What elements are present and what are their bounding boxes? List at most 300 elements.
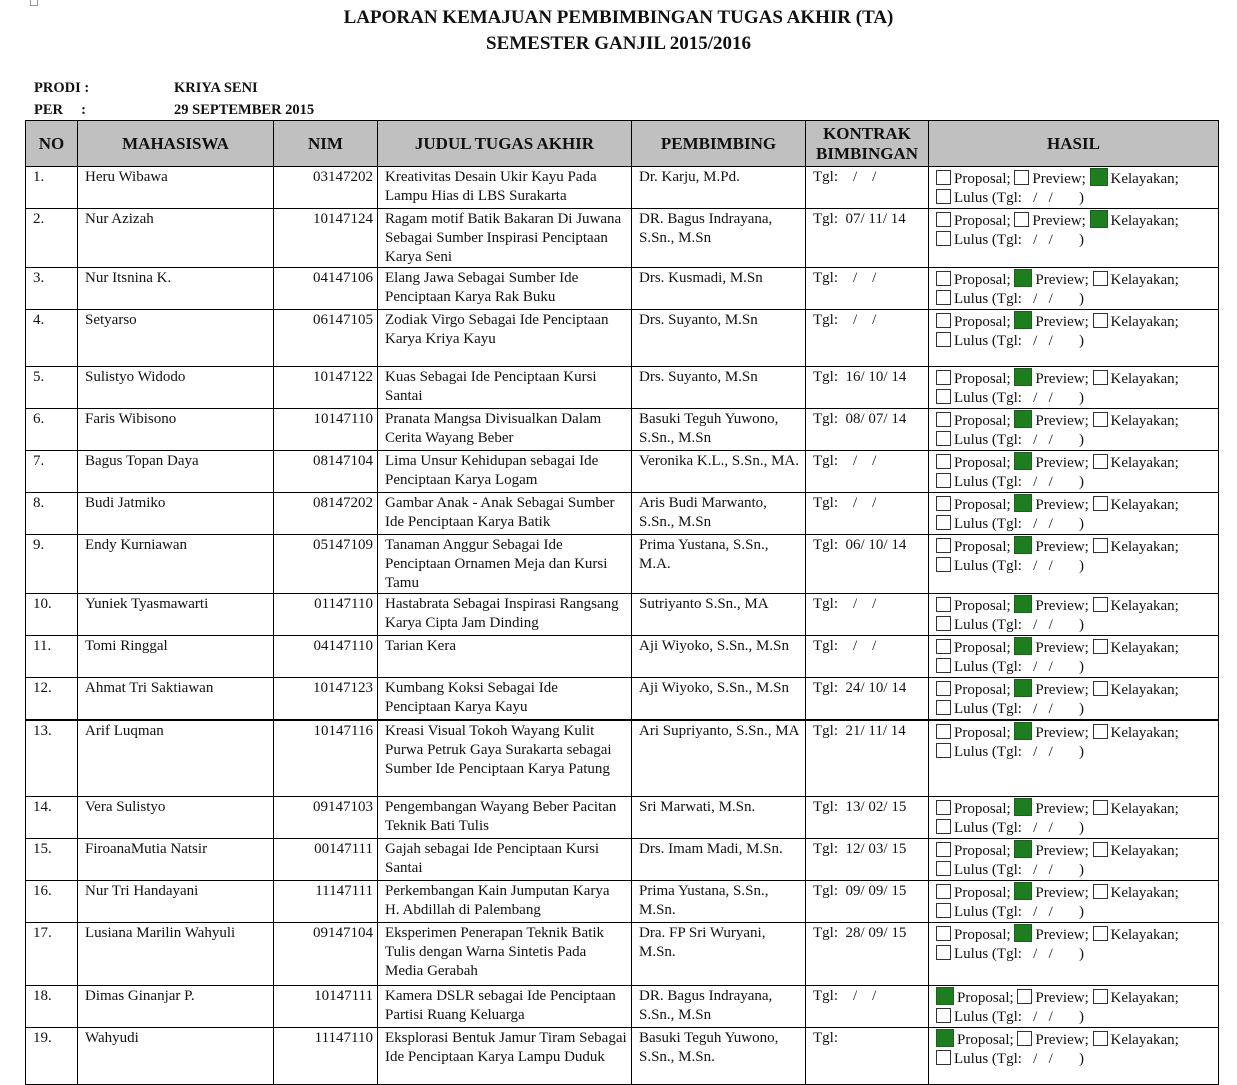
row-kontrak: Tgl: 21/ 11/ 14 [806, 720, 929, 796]
row-no: 17. [26, 922, 78, 985]
row-nim: 04147110 [274, 636, 378, 678]
kelayakan-label: Kelayakan; [1110, 413, 1179, 429]
proposal-label: Proposal; [954, 539, 1011, 555]
preview-checkbox[interactable] [1014, 212, 1029, 227]
proposal-checkbox[interactable] [936, 926, 951, 941]
kelayakan-checkbox[interactable] [1093, 681, 1108, 696]
row-kontrak: Tgl: 13/ 02/ 15 [806, 796, 929, 838]
proposal-label: Proposal; [954, 213, 1011, 229]
hasil-lulus [936, 557, 1214, 576]
lulus-label: Lulus (Tgl: / / ) [954, 744, 1084, 760]
lulus-checkbox[interactable] [936, 332, 951, 347]
row-judul: Kamera DSLR sebagai Ide Penciptaan Partisi Ruang Keluarga [378, 985, 632, 1027]
hasil-checks [936, 1029, 1214, 1050]
kelayakan-label: Kelayakan; [1110, 314, 1179, 330]
row-kontrak: Tgl: 28/ 09/ 15 [806, 922, 929, 985]
preview-label: Preview; [1035, 884, 1089, 901]
row-hasil [929, 1027, 1219, 1084]
preview-checkbox[interactable] [1014, 882, 1032, 900]
row-kontrak: Tgl: / / [806, 451, 929, 493]
lulus-label: Lulus (Tgl: / / ) [954, 945, 1084, 962]
hasil-checks [936, 452, 1214, 473]
hasil-lulus [936, 290, 1214, 309]
lulus-checkbox[interactable] [936, 290, 951, 305]
preview-checkbox[interactable] [1014, 679, 1032, 697]
row-kontrak: Tgl: / / [806, 493, 929, 535]
kelayakan-checkbox[interactable] [1093, 724, 1108, 739]
row-hasil [929, 796, 1219, 838]
hasil-checks [936, 595, 1214, 616]
row-nim: 03147202 [274, 167, 378, 209]
lulus-checkbox[interactable] [936, 389, 951, 404]
row-no: 13. [26, 720, 78, 796]
row-judul: Lima Unsur Kehidupan sebagai Ide Penciptaan Karya Logam [378, 451, 632, 493]
hasil-checks [936, 368, 1214, 389]
row-judul: Zodiak Virgo Sebagai Ide Penciptaan Karya Kriya Kayu [378, 310, 632, 367]
lulus-label: Lulus (Tgl: / / ) [954, 701, 1084, 717]
kelayakan-label: Kelayakan; [1110, 640, 1179, 656]
proposal-label: Proposal; [954, 884, 1011, 901]
title-line-2: SEMESTER GANJIL 2015/2016 [486, 33, 751, 54]
row-kontrak: Tgl: / / [806, 167, 929, 209]
lulus-checkbox[interactable] [936, 515, 951, 530]
kelayakan-checkbox[interactable] [1093, 313, 1108, 328]
preview-label: Preview; [1035, 314, 1089, 330]
kelayakan-checkbox[interactable] [1093, 538, 1108, 553]
row-pembimbing: Basuki Teguh Yuwono, S.Sn., M.Sn. [632, 1027, 806, 1084]
hasil-checks [936, 536, 1214, 557]
row-pembimbing: Dr. Karju, M.Pd. [632, 167, 806, 209]
hasil-checks [936, 882, 1214, 903]
preview-checkbox[interactable] [1014, 452, 1032, 470]
row-mahasiswa: FiroanaMutia Natsir [78, 838, 274, 880]
hasil-lulus [936, 231, 1214, 250]
hasil-lulus [936, 389, 1214, 408]
proposal-checkbox[interactable] [936, 538, 951, 553]
table-header-row [26, 121, 1219, 167]
row-hasil [929, 838, 1219, 880]
proposal-label: Proposal; [954, 926, 1011, 943]
row-kontrak: Tgl: 24/ 10/ 14 [806, 678, 929, 721]
row-judul: Ragam motif Batik Bakaran Di Juwana Sebagai Sumber Inspirasi Penciptaan Karya Seni [378, 209, 632, 268]
row-mahasiswa: Budi Jatmiko [78, 493, 274, 535]
lulus-label: Lulus (Tgl: / / ) [954, 819, 1084, 836]
lulus-label: Lulus (Tgl: / / ) [954, 516, 1084, 532]
kelayakan-label: Kelayakan; [1110, 371, 1179, 387]
kelayakan-label: Kelayakan; [1110, 725, 1179, 741]
preview-label: Preview; [1035, 989, 1089, 1006]
row-nim: 10147116 [274, 720, 378, 796]
lulus-checkbox[interactable] [936, 616, 951, 631]
preview-label: Preview; [1035, 682, 1089, 698]
proposal-checkbox[interactable] [936, 987, 954, 1005]
kelayakan-label: Kelayakan; [1110, 213, 1179, 229]
row-no: 14. [26, 796, 78, 838]
kelayakan-label: Kelayakan; [1110, 171, 1179, 187]
proposal-checkbox[interactable] [936, 724, 951, 739]
row-nim: 10147123 [274, 678, 378, 721]
lulus-checkbox[interactable] [936, 743, 951, 758]
row-nim: 06147105 [274, 310, 378, 367]
proposal-label: Proposal; [957, 1031, 1014, 1048]
row-kontrak: Tgl: / / [806, 636, 929, 678]
row-kontrak: Tgl: / / [806, 985, 929, 1027]
row-pembimbing: Aris Budi Marwanto, S.Sn., M.Sn [632, 493, 806, 535]
hasil-checks [936, 924, 1214, 945]
proposal-label: Proposal; [954, 640, 1011, 656]
lulus-checkbox[interactable] [936, 700, 951, 715]
row-judul: Eksplorasi Bentuk Jamur Tiram Sebagai Ide Penciptaan Karya Lampu Duduk [378, 1027, 632, 1084]
table-row [26, 209, 1219, 268]
row-kontrak: Tgl: 12/ 03/ 15 [806, 838, 929, 880]
row-no: 9. [26, 535, 78, 594]
kelayakan-checkbox[interactable] [1090, 168, 1108, 186]
proposal-label: Proposal; [954, 682, 1011, 698]
row-hasil [929, 167, 1219, 209]
preview-checkbox[interactable] [1014, 595, 1032, 613]
row-mahasiswa: Arif Luqman [78, 720, 274, 796]
table-row [26, 636, 1219, 678]
row-pembimbing: Sutriyanto S.Sn., MA [632, 594, 806, 636]
row-hasil [929, 451, 1219, 493]
row-judul: Tanaman Anggur Sebagai Ide Penciptaan Ornamen Meja dan Kursi Tamu [378, 535, 632, 594]
table-row [26, 310, 1219, 367]
row-mahasiswa: Yuniek Tyasmawarti [78, 594, 274, 636]
row-mahasiswa: Nur Azizah [78, 209, 274, 268]
table-row [26, 167, 1219, 209]
row-kontrak: Tgl: / / [806, 310, 929, 367]
table-row [26, 1027, 1219, 1084]
row-no: 18. [26, 985, 78, 1027]
row-pembimbing: Dra. FP Sri Wuryani, M.Sn. [632, 922, 806, 985]
proposal-checkbox[interactable] [936, 212, 951, 227]
kelayakan-label: Kelayakan; [1110, 455, 1179, 471]
row-no: 11. [26, 636, 78, 678]
kelayakan-label: Kelayakan; [1110, 598, 1179, 614]
row-pembimbing: Ari Supriyanto, S.Sn., MA [632, 720, 806, 796]
preview-label: Preview; [1035, 413, 1089, 429]
row-nim: 10147122 [274, 367, 378, 409]
row-pembimbing: Sri Marwati, M.Sn. [632, 796, 806, 838]
prodi-label: PRODI : [34, 80, 90, 96]
table-row [26, 493, 1219, 535]
kelayakan-checkbox[interactable] [1093, 989, 1108, 1004]
proposal-label: Proposal; [954, 800, 1011, 817]
row-no: 3. [26, 268, 78, 310]
row-hasil [929, 678, 1219, 721]
kelayakan-checkbox[interactable] [1093, 842, 1108, 857]
row-judul: Pranata Mangsa Divisualkan Dalam Cerita Wayang Beber [378, 409, 632, 451]
row-hasil [929, 636, 1219, 678]
kelayakan-label: Kelayakan; [1110, 497, 1179, 513]
proposal-checkbox[interactable] [936, 884, 951, 899]
row-kontrak: Tgl: [806, 1027, 929, 1084]
lulus-label: Lulus (Tgl: / / ) [954, 390, 1084, 406]
row-no: 1. [26, 167, 78, 209]
row-hasil [929, 985, 1219, 1027]
header-hasil: HASIL [929, 121, 1219, 167]
row-hasil [929, 310, 1219, 367]
row-no: 4. [26, 310, 78, 367]
row-kontrak: Tgl: / / [806, 268, 929, 310]
hasil-lulus [936, 658, 1214, 677]
lulus-checkbox[interactable] [936, 473, 951, 488]
proposal-checkbox[interactable] [936, 412, 951, 427]
row-judul: Kumbang Koksi Sebagai Ide Penciptaan Karya Kayu [378, 678, 632, 721]
row-pembimbing: Veronika K.L., S.Sn., MA. [632, 451, 806, 493]
row-judul: Pengembangan Wayang Beber Pacitan Teknik Bati Tulis [378, 796, 632, 838]
hasil-lulus [936, 515, 1214, 534]
kelayakan-checkbox[interactable] [1093, 926, 1108, 941]
preview-label: Preview; [1035, 640, 1089, 656]
row-judul: Kreasi Visual Tokoh Wayang Kulit Purwa Petruk Gaya Surakarta sebagai Sumber Ide Penciptaan Karya Patung [378, 720, 632, 796]
report-table [25, 120, 1219, 1085]
preview-checkbox[interactable] [1017, 1031, 1032, 1046]
proposal-label: Proposal; [954, 725, 1011, 741]
title-line-1: LAPORAN KEMAJUAN PEMBIMBINGAN TUGAS AKHIR (TA) [343, 7, 894, 28]
kelayakan-label: Kelayakan; [1110, 989, 1179, 1006]
row-pembimbing: Aji Wiyoko, S.Sn., M.Sn [632, 636, 806, 678]
table-row [26, 720, 1219, 796]
row-pembimbing: Drs. Suyanto, M.Sn [632, 310, 806, 367]
lulus-checkbox[interactable] [936, 1008, 951, 1023]
row-mahasiswa: Heru Wibawa [78, 167, 274, 209]
row-judul: Elang Jawa Sebagai Sumber Ide Penciptaan Karya Rak Buku [378, 268, 632, 310]
kelayakan-checkbox[interactable] [1090, 210, 1108, 228]
report-title [0, 5, 1237, 57]
kelayakan-label: Kelayakan; [1110, 272, 1179, 288]
row-kontrak: Tgl: 08/ 07/ 14 [806, 409, 929, 451]
proposal-checkbox[interactable] [936, 681, 951, 696]
row-pembimbing: Prima Yustana, S.Sn., M.Sn. [632, 880, 806, 922]
header-pembimbing: PEMBIMBING [632, 121, 806, 167]
lulus-label: Lulus (Tgl: / / ) [954, 291, 1084, 307]
row-judul: Eksperimen Penerapan Teknik Batik Tulis dengan Warna Sintetis Pada Media Gerabah [378, 922, 632, 985]
row-pembimbing: DR. Bagus Indrayana, S.Sn., M.Sn [632, 985, 806, 1027]
preview-checkbox[interactable] [1014, 798, 1032, 816]
table-row [26, 922, 1219, 985]
row-judul: Kreativitas Desain Ukir Kayu Pada Lampu Hias di LBS Surakarta [378, 167, 632, 209]
row-nim: 11147110 [274, 1027, 378, 1084]
kelayakan-label: Kelayakan; [1110, 842, 1179, 859]
proposal-label: Proposal; [957, 989, 1014, 1006]
proposal-checkbox[interactable] [936, 271, 951, 286]
proposal-checkbox[interactable] [936, 1029, 954, 1047]
proposal-label: Proposal; [954, 371, 1011, 387]
row-pembimbing: Prima Yustana, S.Sn., M.A. [632, 535, 806, 594]
kelayakan-checkbox[interactable] [1093, 800, 1108, 815]
row-hasil [929, 922, 1219, 985]
lulus-checkbox[interactable] [936, 431, 951, 446]
table-row [26, 880, 1219, 922]
preview-label: Preview; [1035, 926, 1089, 943]
per-label: PER : [34, 102, 86, 118]
proposal-checkbox[interactable] [936, 597, 951, 612]
lulus-checkbox[interactable] [936, 861, 951, 876]
kelayakan-label: Kelayakan; [1110, 682, 1179, 698]
lulus-label: Lulus (Tgl: / / ) [954, 1050, 1084, 1067]
kelayakan-checkbox[interactable] [1093, 370, 1108, 385]
row-hasil [929, 409, 1219, 451]
table-row [26, 838, 1219, 880]
hasil-lulus [936, 1050, 1214, 1069]
row-pembimbing: Drs. Kusmadi, M.Sn [632, 268, 806, 310]
row-hasil [929, 493, 1219, 535]
hasil-checks [936, 269, 1214, 290]
preview-checkbox[interactable] [1014, 924, 1032, 942]
row-nim: 00147111 [274, 838, 378, 880]
hasil-checks [936, 840, 1214, 861]
row-pembimbing: DR. Bagus Indrayana, S.Sn., M.Sn [632, 209, 806, 268]
lulus-label: Lulus (Tgl: / / ) [954, 903, 1084, 920]
proposal-checkbox[interactable] [936, 496, 951, 511]
row-nim: 04147106 [274, 268, 378, 310]
hasil-lulus [936, 473, 1214, 492]
hasil-checks [936, 494, 1214, 515]
row-hasil [929, 880, 1219, 922]
proposal-label: Proposal; [954, 455, 1011, 471]
lulus-checkbox[interactable] [936, 1050, 951, 1065]
preview-label: Preview; [1032, 171, 1086, 187]
proposal-checkbox[interactable] [936, 842, 951, 857]
row-no: 19. [26, 1027, 78, 1084]
preview-label: Preview; [1035, 455, 1089, 471]
lulus-label: Lulus (Tgl: / / ) [954, 558, 1084, 574]
kelayakan-checkbox[interactable] [1093, 412, 1108, 427]
lulus-checkbox[interactable] [936, 945, 951, 960]
hasil-lulus [936, 616, 1214, 635]
kelayakan-checkbox[interactable] [1093, 884, 1108, 899]
preview-checkbox[interactable] [1014, 494, 1032, 512]
table-row [26, 409, 1219, 451]
row-kontrak: Tgl: 16/ 10/ 14 [806, 367, 929, 409]
table-row [26, 268, 1219, 310]
row-kontrak: Tgl: 06/ 10/ 14 [806, 535, 929, 594]
row-hasil [929, 720, 1219, 796]
hasil-checks [936, 722, 1214, 743]
proposal-checkbox[interactable] [936, 639, 951, 654]
row-mahasiswa: Sulistyo Widodo [78, 367, 274, 409]
preview-checkbox[interactable] [1014, 170, 1029, 185]
lulus-checkbox[interactable] [936, 819, 951, 834]
row-nim: 01147110 [274, 594, 378, 636]
preview-checkbox[interactable] [1014, 269, 1032, 287]
preview-checkbox[interactable] [1014, 410, 1032, 428]
row-mahasiswa: Lusiana Marilin Wahyuli [78, 922, 274, 985]
row-pembimbing: Drs. Suyanto, M.Sn [632, 367, 806, 409]
lulus-checkbox[interactable] [936, 658, 951, 673]
kelayakan-checkbox[interactable] [1093, 639, 1108, 654]
kelayakan-checkbox[interactable] [1093, 454, 1108, 469]
row-kontrak: Tgl: 07/ 11/ 14 [806, 209, 929, 268]
row-judul: Perkembangan Kain Jumputan Karya H. Abdillah di Palembang [378, 880, 632, 922]
row-hasil [929, 268, 1219, 310]
row-no: 6. [26, 409, 78, 451]
proposal-checkbox[interactable] [936, 800, 951, 815]
header-nim: NIM [274, 121, 378, 167]
row-judul: Hastabrata Sebagai Inspirasi Rangsang Karya Cipta Jam Dinding [378, 594, 632, 636]
row-mahasiswa: Ahmat Tri Saktiawan [78, 678, 274, 721]
preview-label: Preview; [1032, 213, 1086, 229]
row-no: 2. [26, 209, 78, 268]
kelayakan-checkbox[interactable] [1093, 496, 1108, 511]
lulus-checkbox[interactable] [936, 557, 951, 572]
proposal-checkbox[interactable] [936, 454, 951, 469]
row-no: 7. [26, 451, 78, 493]
hasil-lulus [936, 1008, 1214, 1027]
preview-label: Preview; [1035, 725, 1089, 741]
row-mahasiswa: Bagus Topan Daya [78, 451, 274, 493]
preview-checkbox[interactable] [1014, 840, 1032, 858]
header-kontrak: KONTRAK BIMBINGAN [806, 121, 929, 167]
preview-checkbox[interactable] [1014, 637, 1032, 655]
table-row [26, 985, 1219, 1027]
row-nim: 10147110 [274, 409, 378, 451]
table-row [26, 367, 1219, 409]
lulus-label: Lulus (Tgl: / / ) [954, 1008, 1084, 1025]
table-row [26, 451, 1219, 493]
row-mahasiswa: Dimas Ginanjar P. [78, 985, 274, 1027]
proposal-checkbox[interactable] [936, 313, 951, 328]
lulus-label: Lulus (Tgl: / / ) [954, 659, 1084, 675]
kelayakan-checkbox[interactable] [1093, 1031, 1108, 1046]
lulus-checkbox[interactable] [936, 231, 951, 246]
per-value: 29 SEPTEMBER 2015 [174, 102, 315, 118]
preview-checkbox[interactable] [1014, 311, 1032, 329]
proposal-checkbox[interactable] [936, 370, 951, 385]
row-kontrak: Tgl: 09/ 09/ 15 [806, 880, 929, 922]
row-nim: 08147202 [274, 493, 378, 535]
table-body [26, 167, 1219, 1085]
hasil-lulus [936, 332, 1214, 351]
lulus-checkbox[interactable] [936, 189, 951, 204]
table-row [26, 594, 1219, 636]
preview-label: Preview; [1035, 371, 1089, 387]
preview-label: Preview; [1035, 842, 1089, 859]
row-hasil [929, 367, 1219, 409]
proposal-checkbox[interactable] [936, 170, 951, 185]
row-mahasiswa: Nur Tri Handayani [78, 880, 274, 922]
preview-checkbox[interactable] [1014, 722, 1032, 740]
row-no: 8. [26, 493, 78, 535]
row-judul: Kuas Sebagai Ide Penciptaan Kursi Santai [378, 367, 632, 409]
table-row [26, 796, 1219, 838]
kelayakan-checkbox[interactable] [1093, 597, 1108, 612]
preview-checkbox[interactable] [1014, 368, 1032, 386]
row-pembimbing: Drs. Imam Madi, M.Sn. [632, 838, 806, 880]
row-mahasiswa: Setyarso [78, 310, 274, 367]
proposal-label: Proposal; [954, 598, 1011, 614]
header-no: NO [26, 121, 78, 167]
preview-checkbox[interactable] [1014, 536, 1032, 554]
row-no: 10. [26, 594, 78, 636]
preview-checkbox[interactable] [1017, 989, 1032, 1004]
kelayakan-checkbox[interactable] [1093, 271, 1108, 286]
preview-label: Preview; [1035, 598, 1089, 614]
lulus-label: Lulus (Tgl: / / ) [954, 190, 1084, 206]
proposal-label: Proposal; [954, 272, 1011, 288]
hasil-lulus [936, 819, 1214, 838]
row-judul: Tarian Kera [378, 636, 632, 678]
row-pembimbing: Aji Wiyoko, S.Sn., M.Sn [632, 678, 806, 721]
row-nim: 11147111 [274, 880, 378, 922]
lulus-checkbox[interactable] [936, 903, 951, 918]
row-no: 12. [26, 678, 78, 721]
row-mahasiswa: Faris Wibisono [78, 409, 274, 451]
row-nim: 08147104 [274, 451, 378, 493]
hasil-checks [936, 210, 1214, 231]
preview-label: Preview; [1035, 497, 1089, 513]
